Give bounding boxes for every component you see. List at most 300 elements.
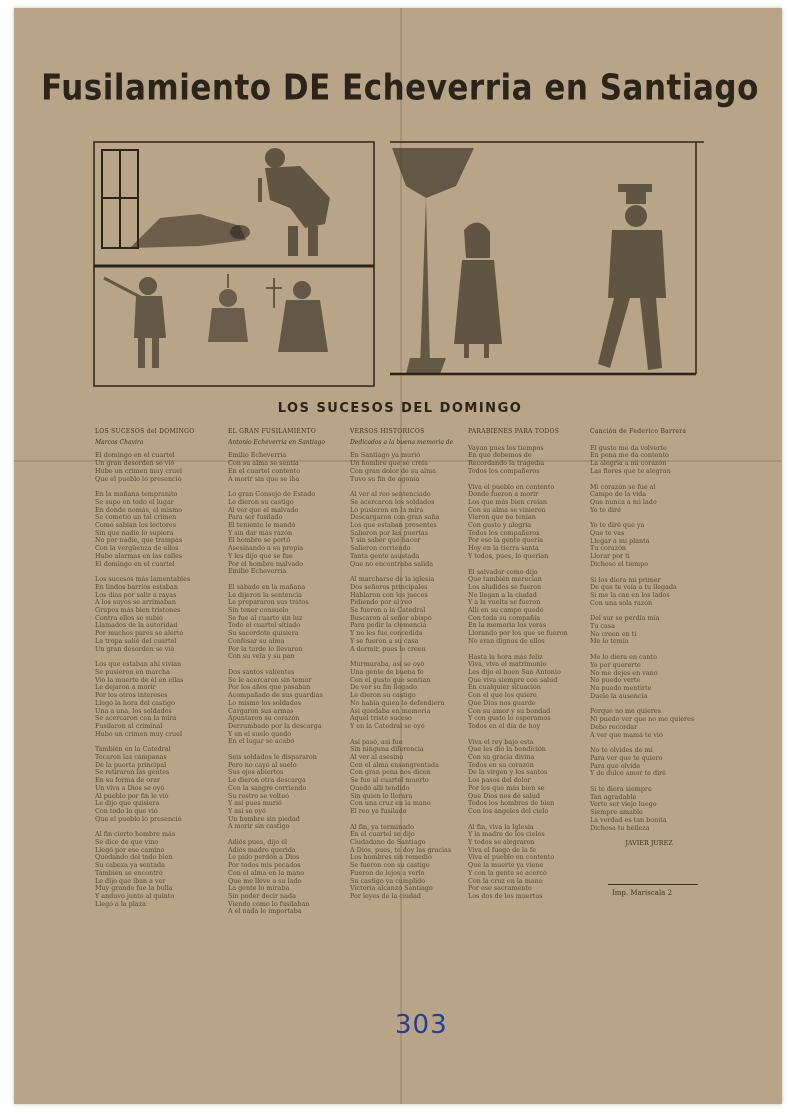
verse-line: Con una sola razón [590,599,653,607]
verse-line: Le pido perdón a Dios [228,854,300,862]
verse-stanza [350,491,468,568]
verse-line: Los que más bien creían [468,498,548,506]
verse-line: Aquel triste suceso [350,715,412,723]
verse-line: El salvador como dijo [468,568,538,576]
verse-stanza [590,615,708,646]
verse-line: Por eso la gente quería [468,537,544,545]
verse-stanza [590,577,708,608]
verse-line: Adiós madre querida [228,846,296,854]
verse-line: Se acercaron los soldados [350,498,435,506]
verse-line: Duele la ausencia [590,692,648,700]
verse-line: Todos en su corazón [468,761,534,769]
verse-line: Las flores que te alegran [590,467,671,475]
verse-line: No llegan a la ciudad [468,591,537,599]
verse-line: Siempre amable [590,809,643,817]
verse-line: Llamados de la autoridad [95,622,178,630]
verse-line: El reo ya fusilado [350,807,407,815]
verse-line: La alegría a mi corazón [590,460,667,468]
verse-line: Que viva siempre con salud [468,676,558,684]
verse-line: Por muchos pares se alertó [95,630,184,638]
verse-line: El gusto me da volverte [590,444,667,452]
verse-line: A ver que mamá te vió [590,731,663,739]
verse-line: Viva, viva el matrimonio [468,661,547,669]
verse-line: La tropa salió del cuartel [95,637,177,645]
verse-line: Con gusto y alegría [468,522,532,530]
verse-line: Verte ser viejo luego [590,801,657,809]
column-heading: LOS SUCESOS del DOMINGO [95,428,195,435]
verse-line: Pidiendo por el reo [350,599,412,607]
verse-line: En que debemos de [468,452,532,460]
verse-line: Yo te diré que ya [590,522,645,530]
verse-line: Salieron por las puertas [350,529,428,537]
woodcut-execution-scene [90,138,378,390]
verse-line: No te olvides de mí [590,747,653,755]
verse-line: Los pasos del dolor [468,777,531,785]
verse-line: Por todos mis pecados [228,862,301,870]
verse-line: Para pedir la clemencia [350,622,427,630]
verse-line: Tocaron las campanas [95,754,167,762]
verse-line: El teniente le mandó [228,522,296,530]
verse-stanza [228,839,346,916]
verse-line: Se acercaron con la mira [95,715,177,723]
column-subheading: Dedicados a la buena memoria de [350,438,454,446]
verse-line: Y de dulce amor te diré [590,770,666,778]
verse-line: A Dios, pues, te doy las gracias [350,846,452,854]
verse-line: Todos en el día de hoy [468,722,541,730]
verse-line: Todos los compañeros [468,529,540,537]
verse-line: Por leyes de la ciudad [350,892,422,900]
verse-line: Un gran desorden se vió [95,645,175,653]
verse-line: Y se fueron a su casa [350,637,419,645]
verse-line: Una gente de buena fe [350,668,424,676]
verse-line: En pena me da contento [590,452,669,460]
verse-line: El hombre se portó [228,537,291,545]
verse-line: Dichosa tu belleza [590,824,650,832]
verse-line: Dos señores principales [350,583,428,591]
verse-stanza [95,576,213,653]
verse-line: Con el que los quiere [468,692,537,700]
verse-line: Sin quien lo llorara [350,792,413,800]
verse-stanza [590,654,708,700]
verse-line: Y la madre de los cielos [468,831,545,839]
verse-line: Con gran pena nos dicen [350,769,431,777]
verse-line: Se retiraron las gentes [95,769,170,777]
text-column-1 [95,428,213,916]
verse-line: Una a una, los soldados [95,707,172,715]
verse-line: Lo mismo los soldados [228,699,301,707]
verse-line: No por nadie, que trampas [95,537,183,545]
verse-line: Llorar por ti [590,553,630,561]
column-verses [95,452,213,908]
verse-line: Que también merecían [468,576,542,584]
verse-line: Le prepararon sus tratos [228,599,309,607]
verse-line: De que te veía a tu llegada [590,584,677,592]
verse-stanza [228,669,346,746]
verse-line: Con los ángeles del cielo [468,807,549,815]
verse-line: Fueron de lejos a verlo [350,869,425,877]
verse-line: Victoria alcanzó Santiago [350,885,433,893]
verse-line: Les dijo el buen San Antonio [468,668,561,676]
verse-line: Por los otros intereses [95,692,168,700]
verse-stanza [590,484,708,515]
verse-line: Con su amor y su bondad [468,707,551,715]
verse-line: Sin poder decir nada [228,892,296,900]
column-verses [350,452,468,900]
verse-line: Recordando la tragedia [468,460,545,468]
verse-line: Y anduvo junto al quinto [95,892,175,900]
verse-line: Un gran desorden se vió [95,460,175,468]
verse-line: Su rostro se volteó [228,792,290,800]
verse-line: Se supo en todo el lugar [95,498,174,506]
verse-line: Al ver al asesino [350,754,404,762]
verse-line: Con su alma se sentía [228,460,299,468]
verse-line: No puedo mentirte [590,684,652,692]
verse-line: Todo el cuartel sitiado [228,622,301,630]
verse-line: Con todo lo que vió [95,807,158,815]
verse-line: Viva el fuego de la fe [468,846,537,854]
verse-line: No puedo verte [590,677,641,685]
verse-line: Hasta la hora más feliz [468,653,543,661]
verse-line: Se cometió un tal crimen [95,514,177,522]
verse-line: Le dieron su castigo [350,692,416,700]
verse-line: Mi corazón se fue al [590,483,656,491]
verse-line: Dichoso el tiempo [590,560,649,568]
verse-line: Vió la muerte de él en ellas [95,676,184,684]
verse-line: No me dejes en vano [590,669,658,677]
verse-line: Con su gracia divina [468,754,535,762]
verse-line: Asesinando a su propia [228,545,304,553]
woodcut-street-scene [386,138,704,390]
verse-stanza [590,708,708,739]
column-heading: Canción de Federico Barrera [590,428,687,435]
column-verses [468,445,586,901]
verse-line: No eran dignos de ellos [468,637,545,645]
verse-line: De la virgen y los santos [468,769,548,777]
verse-line: Le dieron su castigo [228,498,294,506]
verse-line: Porque no me quieres [590,708,661,716]
verse-stanza [590,786,708,832]
verse-line: Sin ninguna diferencia [350,746,424,754]
verse-line: Yo por quererte [590,661,641,669]
verse-line: Llegar a mi planta [590,537,650,545]
verse-line: Y con gusto lo esperamos [468,715,551,723]
verse-line: Así pasó, así fue [350,738,403,746]
verse-line: Los aludidos se fueron [468,583,542,591]
verse-line: Viva el pueblo en contento [468,483,555,491]
fallen-figure [130,214,246,248]
verse-line: Hubo un crimen muy cruel [95,467,182,475]
verse-line: También se encontró [95,869,163,877]
verse-line: Le dejaron a morir [95,684,156,692]
kneeling-prisoner [208,274,248,342]
verse-line: Quedó allí tendido [350,784,410,792]
verse-line: Adiós pues, dijo él [228,839,288,847]
verse-stanza [468,569,586,646]
priest-figure [266,278,328,352]
verse-line: No había quien lo defendiera [350,699,445,707]
verse-line: Todos los compañeros [468,467,540,475]
verse-line: Que les dio la bendición [468,746,546,754]
verse-line: Viendo cómo lo fusilaban [228,900,310,908]
verse-line: El domingo en el cuartel [95,560,175,568]
verse-stanza [350,824,468,901]
verse-line: En su forma de orar [95,777,161,785]
column-verses [590,445,708,833]
verse-line: Salieron corriendo [350,545,411,553]
verse-line: A dormir, pues lo creen [350,645,426,653]
verse-line: Ni puedo ver que no me quieres [590,716,695,724]
section-subtitle: LOS SUCESOS DEL DOMINGO [277,401,523,416]
verse-line: Así quedaba en memoria [350,707,431,715]
verse-line: Se dice de que vino [95,839,159,847]
verse-line: Y así pues murió [228,800,282,808]
verse-line: Le dieron otra descarga [228,777,306,785]
verse-line: Confesar su alma [228,637,285,645]
text-column-5 [590,428,708,848]
verse-line: Llegó la hora del castigo [95,699,175,707]
verse-stanza [468,739,586,816]
verse-stanza [468,824,586,901]
verse-line: Cargaron sus armas [228,707,294,715]
verse-line: Le dijo que quisiera [95,800,160,808]
verse-line: Se fueron con su castigo [350,862,430,870]
verse-line: Debo recordar [590,723,638,731]
verse-line: De ver su fin llegado [350,684,417,692]
verse-line: Y no les fue concedida [350,630,423,638]
verse-stanza [590,747,708,778]
verse-stanza [95,452,213,483]
verse-line: Y sin saber qué hacer [350,537,421,545]
text-column-3 [350,428,468,909]
verse-line: A morir sin castigo [228,823,290,831]
verse-line: Por ese sacramento [468,885,532,893]
verse-line: Campo de la vida [590,491,647,499]
verse-line: Y sin dar más razón [228,529,293,537]
woman-figure [454,222,502,358]
verse-line: Para ver que te quiero [590,754,663,762]
verse-line: En Santiago ya murió [350,452,421,460]
verse-stanza [350,452,468,483]
verse-line: Derrumbado por la descarga [228,722,322,730]
column-subheading: Antonio Echeverria en Santiago [228,438,325,446]
verse-line: Con la vergüenza de ellos [95,545,179,553]
verse-line: En el lugar se acabó [228,738,295,746]
verse-line: No creen en ti [590,630,637,638]
verse-line: Dos santos valientes [228,668,295,676]
document-title: Fusilamiento DE Echeverria en Santiago [41,67,759,109]
verse-line: Al ver que el malvado [228,506,299,514]
verse-line: Los que estaban ahí vivían [95,661,182,669]
verse-line: Si te diera siempre [590,786,652,794]
verse-stanza [468,445,586,476]
verse-line: Y a la vuelta se fueron [468,599,541,607]
verse-line: Que la muerte ya viene [468,862,544,870]
verse-line: Al fin, viva la Iglesia [468,823,534,831]
verse-line: Emilio Echeverria [228,452,287,460]
verse-line: Le dijeron la sentencia [228,591,302,599]
verse-line: Que no encontraba salida [350,560,434,568]
verse-stanza [350,661,468,730]
signature-rule [608,884,698,885]
verse-stanza [228,491,346,576]
verse-line: Los hombres sin remedio [350,854,432,862]
column-heading: EL GRAN FUSILAMIENTO [228,428,317,435]
verse-line: El domingo en el cuartel [95,452,175,460]
verse-line: Lo pusieron en la mira [350,506,424,514]
verse-line: Por la tarde lo llevaron [228,645,303,653]
verse-line: En la mañana tempranito [95,491,178,499]
verse-line: Para ser fusilado [228,514,283,522]
column-heading: VERSOS HISTORICOS [350,428,425,435]
verse-line: Tanta gente asustada [350,552,420,560]
verse-line: Hubo alarmas en las calles [95,552,183,560]
verse-line: En cualquier situación [468,684,541,692]
verse-line: Su sacerdote quisiera [228,630,299,638]
verse-stanza [95,491,213,568]
verse-line: Que me lleve a su lado [228,877,302,885]
verse-line: Como sabían los lectores [95,522,176,530]
author-signature: JAVIER JUREZ [625,839,673,848]
column-subheading: Marcos Chavira [95,438,144,446]
verse-line: Al ver al reo sentenciado [350,491,431,499]
verse-line: En donde nomás, el mismo [95,506,183,514]
verse-line: Su castigo ya cumplido [350,877,426,885]
verse-stanza [350,739,468,816]
verse-line: Se fueron a la Catedral [350,607,426,615]
verse-line: A morir sin que se iba [228,475,300,483]
verse-stanza [468,484,586,561]
verse-line: En la memoria los verás [468,622,547,630]
hammering-man [258,148,330,256]
verse-stanza [228,754,346,831]
verse-line: Si los diera mi primer [590,576,661,584]
verse-line: Fusilaron al criminal [95,722,163,730]
verse-line: Y con la gente se acercó [468,869,547,877]
soldier-figure [104,277,166,368]
verse-line: Seis soldados le dispararon [228,754,317,762]
verse-line: Y todos, pues, lo querían [468,552,549,560]
verse-line: Por los años que pasaban [228,684,311,692]
verse-line: Sin tener consuelo [228,607,289,615]
verse-line: Un hombre que se creía [350,460,428,468]
verse-line: Que Dios nos dé salud [468,792,541,800]
verse-line: Al marcharse de la iglesia [350,576,435,584]
verse-line: Hubo un crimen muy cruel [95,730,182,738]
verse-line: Se le acercaron sin temor [228,676,312,684]
verse-line: En el cuartel contento [228,467,301,475]
man-figure [598,184,666,370]
verse-line: Viva el pueblo en contento [468,854,555,862]
verse-line: Con el gusto que sentían [350,676,431,684]
verse-line: Con el alma ensangrentada [350,761,439,769]
verse-line: Vieron que no tenían [468,514,536,522]
column-heading: PARABIENES PARA TODOS [468,428,560,435]
text-column-4 [468,428,586,909]
verse-line: Yo te diré [590,506,621,514]
verse-line: Y así se oyó [228,807,266,815]
verse-line: Con su alma se vinieron [468,506,546,514]
verse-stanza [590,445,708,476]
verse-line: Y les dijo que se fue [228,552,293,560]
verse-line: Un viva a Dios se oyó [95,784,165,792]
verse-line: Buscaron al señor obispo [350,614,432,622]
verse-line: Y todos se alegraron [468,839,535,847]
verse-line: Emilio Echeverria [228,568,287,576]
verse-line: De la puerta principal [95,761,167,769]
verse-line: Descargaron con gran saña [350,514,440,522]
verse-line: Quedando del todo bien [95,854,173,862]
verse-line: Contra ellos se subió [95,614,163,622]
verse-line: Llegó por ese camino [95,846,165,854]
verse-line: Todos los hombres de bien [468,800,555,808]
verse-stanza [350,576,468,653]
verse-line: Acompañado de sus guardias [228,692,323,700]
verse-line: Del sur se perdía mía [590,615,660,623]
verse-line: Que el pueblo lo presenció [95,475,182,483]
verse-line: Con la sangre corriendo [228,784,307,792]
verse-line: Apuntaron su corazón [228,715,300,723]
verse-line: Con gran dolor de su alma [350,467,436,475]
verse-line: Murmuraba, así se oyó [350,661,425,669]
verse-line: Allí en su campo quedó [468,607,544,615]
verse-line: Por el hombre malvado [228,560,304,568]
verse-line: Tuvo su fin de agonía [350,475,420,483]
verse-line: Los días por salir a rayas [95,591,177,599]
verse-line: A él nada le importaba [228,908,302,916]
verse-line: Hoy en la tierra santa [468,545,539,553]
verse-line: En el cuartel se dijo [350,831,415,839]
verse-stanza [228,584,346,661]
verse-line: Con el alma en la mano [228,869,305,877]
verse-line: Pero no cayó al suelo [228,761,297,769]
verse-line: En lindos barrios estaban [95,583,178,591]
verse-line: Con la cruz en la mano [468,877,543,885]
verse-line: Lo gran Consejo de Estado [228,491,316,499]
verse-line: Sus ojos abiertos [228,769,284,777]
verse-line: Sin que nadie lo supiera [95,529,174,537]
verse-line: Me lo diera en canto [590,654,657,662]
verse-line: Que nunca a mi lado [590,498,657,506]
verse-line: Me lo temía [590,638,629,646]
verse-line: Se fue al cuartel muerto [350,777,429,785]
printer-imprint: Imp. Mariscala 2 [612,889,673,897]
verse-stanza [95,746,213,823]
text-column-2 [228,428,346,924]
verse-line: Con toda su compañía [468,614,541,622]
verse-line: Los que estaban presentes [350,522,437,530]
verse-line: Llegó a la plaza [95,900,146,908]
verse-stanza [95,661,213,738]
verse-line: Ciudadano de Santiago [350,839,426,847]
verse-line: Su cabeza ya sentada [95,862,165,870]
verse-line: Y en la Catedral se oyó [350,722,425,730]
verse-stanza [95,831,213,908]
verse-line: Que Dios nos guarde [468,699,536,707]
verse-line: Y en el suelo quedó [228,730,292,738]
verse-line: Le dijo que iban a ver [95,877,166,885]
verse-line: Los dos de los muertos [468,892,543,900]
verse-line: Tu casa [590,623,615,631]
verse-stanza [590,522,708,568]
verse-line: Al fin cierto hombre más [95,831,176,839]
verse-line: Al pueblo por fin le vió [95,792,169,800]
verse-line: La verdad es tan bonita [590,816,667,824]
verse-line: Se pusieron en marcha [95,668,170,676]
verse-line: Grupos más bien tristones [95,607,181,615]
verse-line: Hablaron con los jueces [350,591,428,599]
verse-line: La gente lo miraba [228,885,290,893]
verse-line: Los sucesos más lamentables [95,576,191,584]
